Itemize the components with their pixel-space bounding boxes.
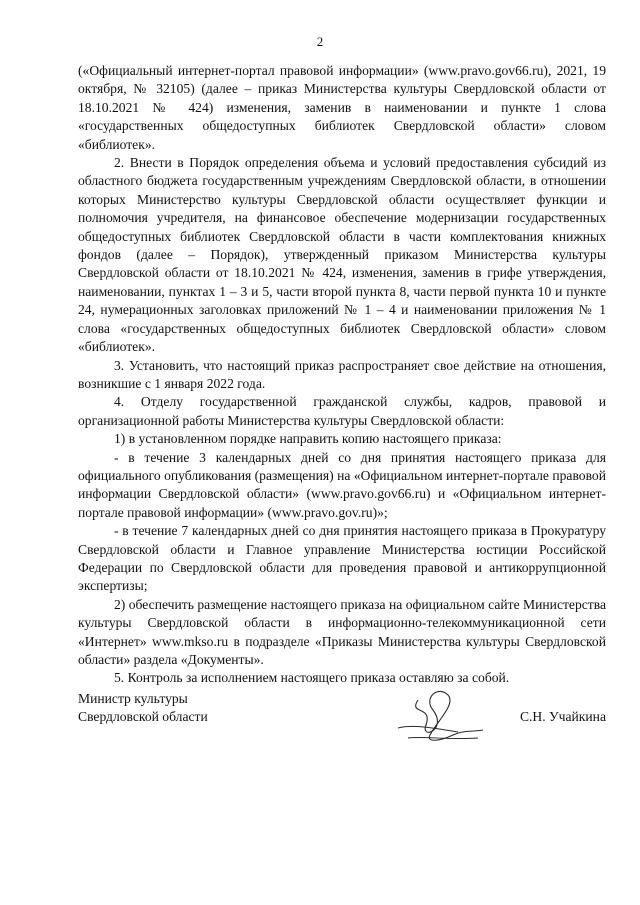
paragraph-4: 4. Отделу государственной гражданской службы, кадров, правовой и организационной работы Министерства культуры Свердловской области: — [78, 394, 606, 428]
paragraph-4-1-a: - в течение 3 календарных дней со дня принятия настоящего приказа для официального опубликования (размещения) на «Официальном интернет-портале правовой информации Свердловской области» (www.pravo.gov66.ru) и «Официальном интернет-портале правовой информации» (www.pravo.gov.ru)»; — [78, 449, 606, 520]
document-body — [78, 62, 606, 688]
paragraph-3: 3. Установить, что настоящий приказ распространяет свое действие на отношения, возникшие с 1 января 2022 года. — [78, 357, 606, 391]
paragraph-continuation: («Официальный интернет-портал правовой информации» (www.pravo.gov66.ru), 2021, 19 октября, № 32105) (далее – приказ Министерства культуры Свердловской области от 18.10.2021 № 424) изменения, заменив в наименовании и пункте 1 слова «государственных общедоступных библиотек Свердловской области» словом «библиотек». — [78, 63, 606, 152]
paragraph-4-1: 1) в установленном порядке направить копию настоящего приказа: — [114, 431, 502, 447]
handwritten-signature — [378, 680, 488, 750]
paragraph-5: 5. Контроль за исполнением настоящего приказа оставляю за собой. — [114, 670, 510, 686]
signatory-position — [78, 690, 208, 727]
signatory-position-line-2: Свердловской области — [78, 709, 208, 725]
page-number: 2 — [316, 34, 324, 49]
paragraph-2: 2. Внести в Порядок определения объема и условий предоставления субсидий из областного бюджета государственным учреждениям Свердловской области, в отношении которых Министерство культуры Свердловской области осуществляет функции и полномочия учредителя, на финансовое обеспечение модернизации государственных общедоступных библиотек Свердловской области в части комплектования книжных фондов (далее – Порядок), утвержденный приказом Министерства культуры Свердловской области от 18.10.2021 № 424, изменения, заменив в грифе утверждения, наименовании, пунктах 1 – 3 и 5, части второй пункта 8, части первой пункта 10 и пункте 24, нумерационных заголовках приложений № 1 – 4 и наименовании приложения № 1 слова «государственных общедоступных библиотек Свердловской области» словом «библиотек». — [78, 155, 606, 355]
signature-block — [78, 690, 606, 750]
signatory-name: С.Н. Учайкина — [519, 709, 606, 724]
paragraph-4-1-b: - в течение 7 календарных дней со дня принятия настоящего приказа в Прокуратуру Свердловской области и Главное управление Министерства юстиции Российской Федерации по Свердловской области для проведения правовой и антикоррупционной экспертизы; — [78, 523, 606, 594]
paragraph-4-2: 2) обеспечить размещение настоящего приказа на официальном сайте Министерства культуры Свердловской области в информационно-телекоммуникационной сети «Интернет» www.mkso.ru в подразделе «Приказы Министерства культуры Свердловской области» раздела «Документы». — [78, 596, 606, 667]
signatory-position-line-1: Министр культуры — [78, 691, 188, 706]
